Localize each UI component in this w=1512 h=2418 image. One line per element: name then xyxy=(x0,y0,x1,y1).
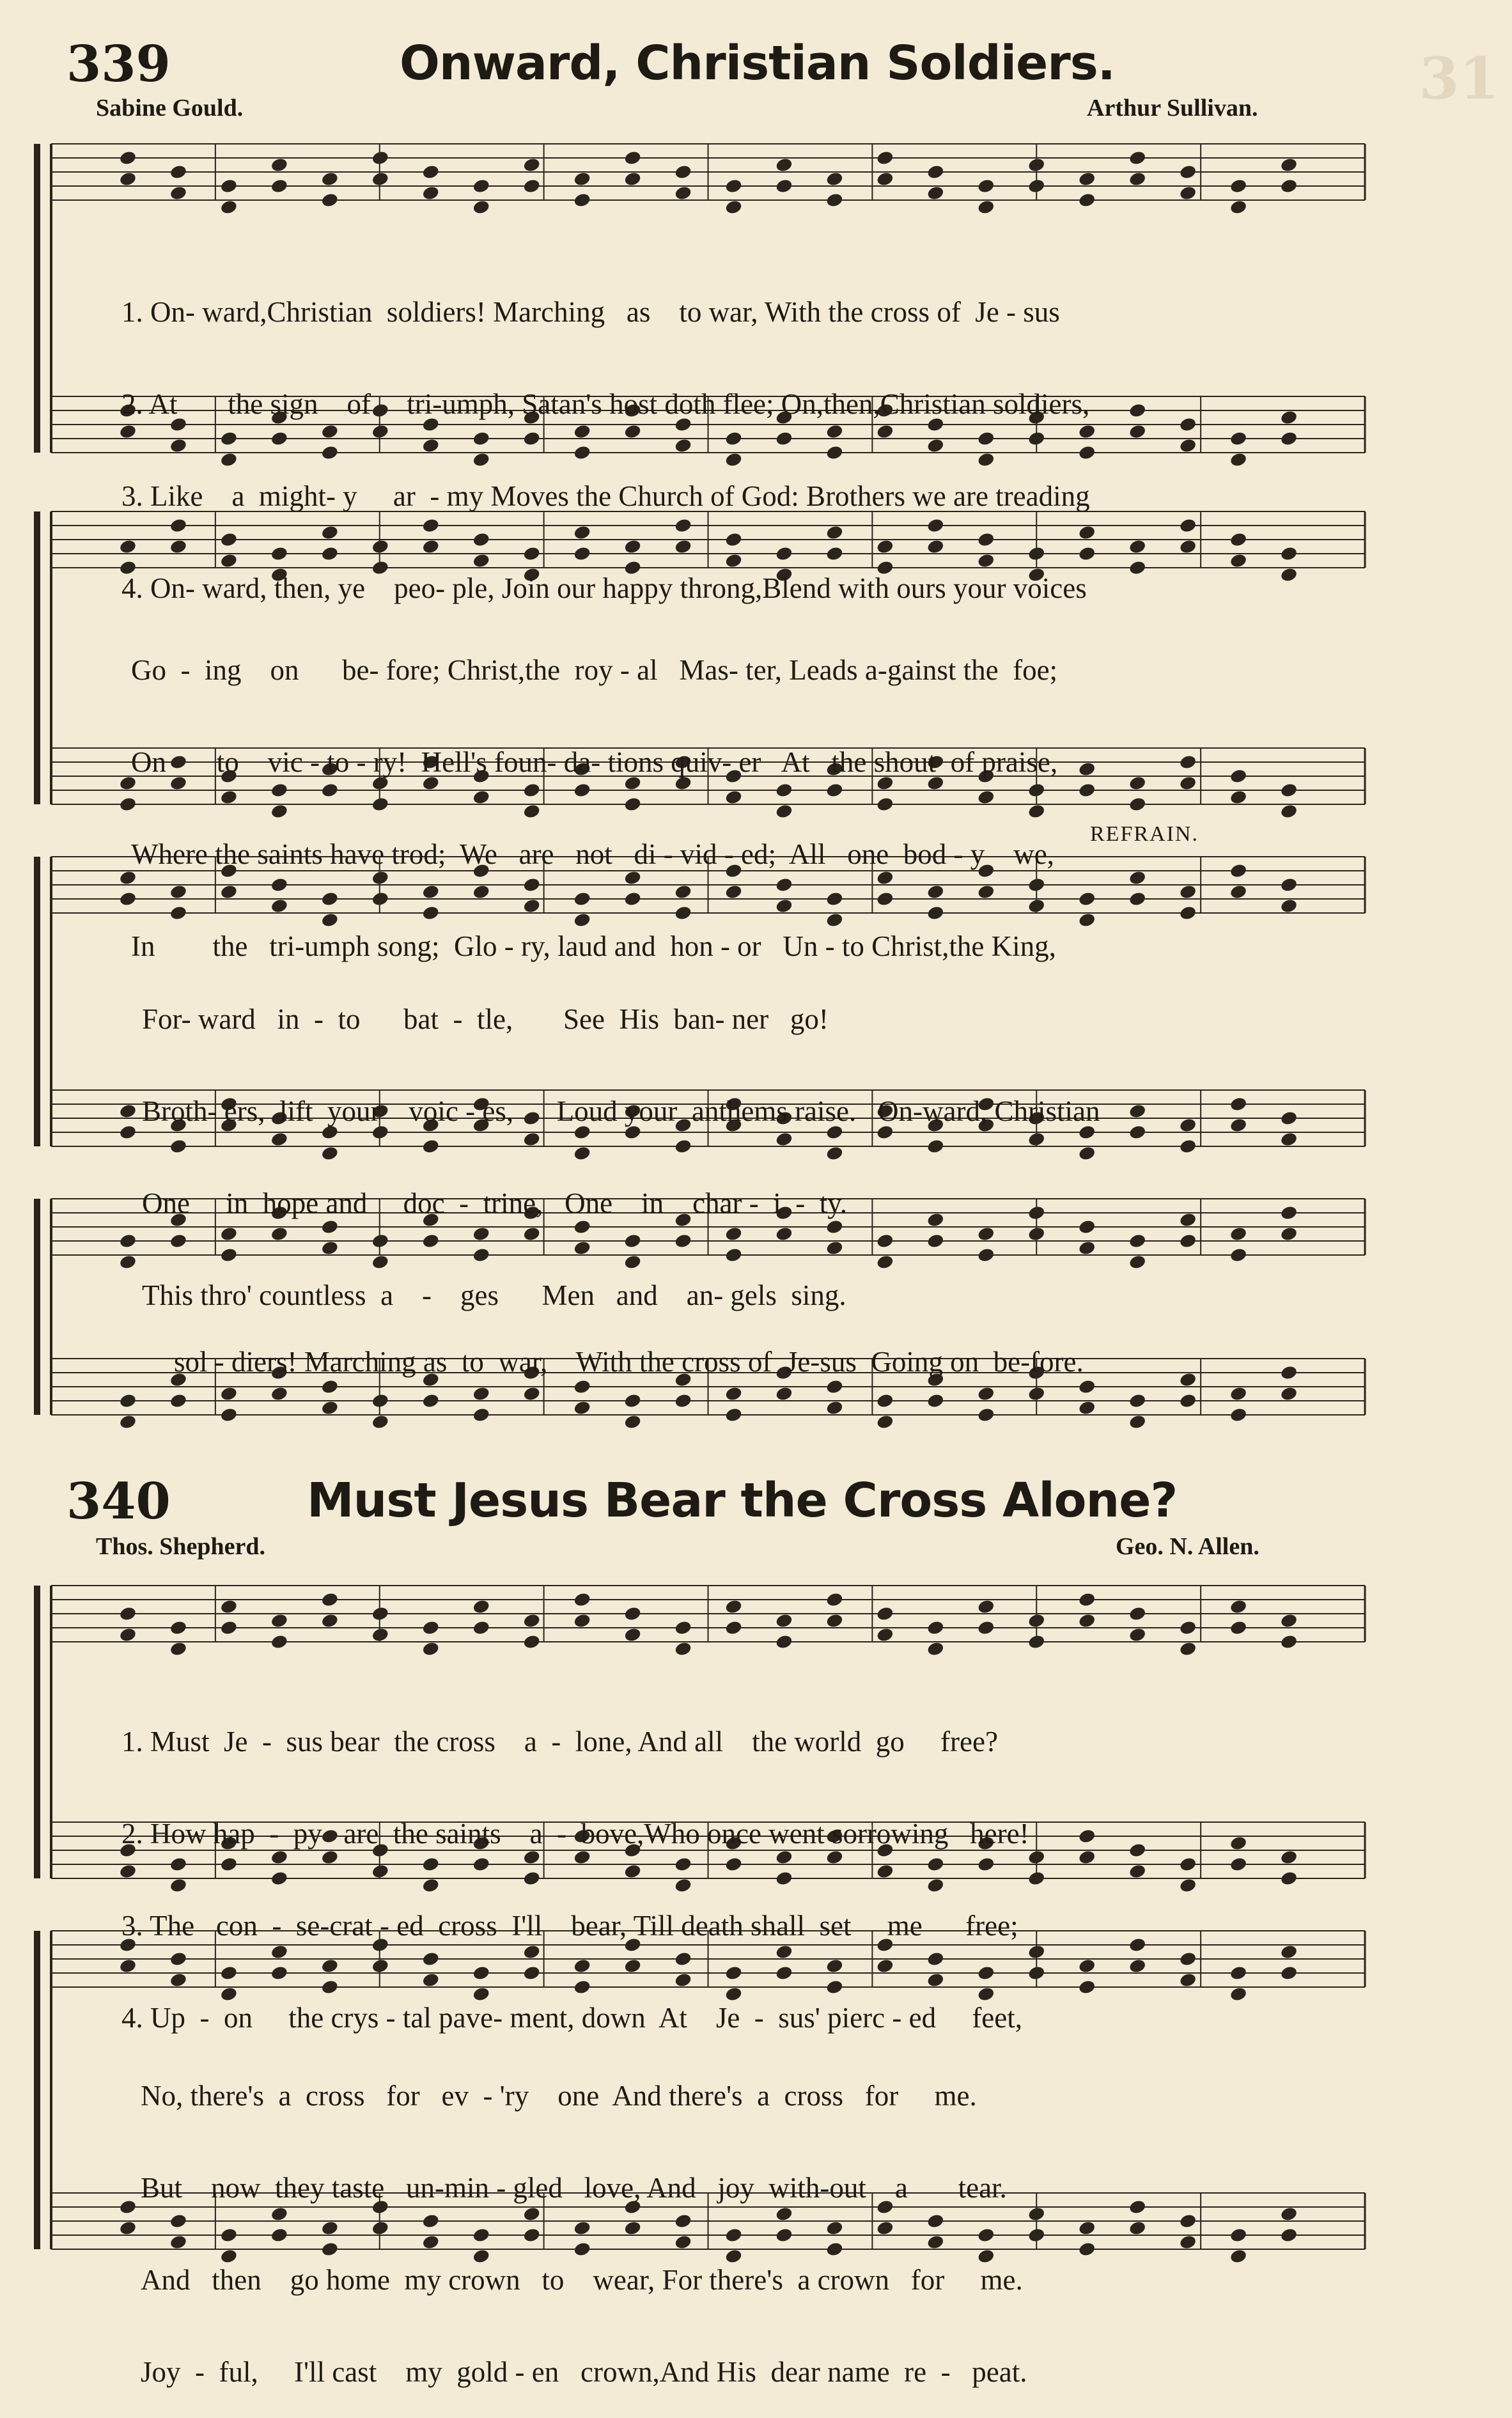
lyric-line: In the tri-umph song; Glo - ry, laud and hon - or Un - to Christ,the King, xyxy=(131,930,1056,962)
lyric-line: 2. At the sign of tri-umph, Satan's host doth flee; On,then,Christian soldiers, xyxy=(121,388,1090,420)
note-head xyxy=(1229,199,1248,215)
note-head xyxy=(623,171,642,187)
note-head xyxy=(220,1407,238,1423)
note-head xyxy=(977,1598,995,1614)
note-head xyxy=(1027,178,1046,194)
note-head xyxy=(371,150,389,166)
note-head xyxy=(472,1619,490,1635)
note-head xyxy=(119,1124,137,1140)
note-head xyxy=(724,1619,743,1635)
note-head xyxy=(1229,1598,1248,1614)
note-head xyxy=(421,164,440,180)
lyric-line: Where the saints have trod; We are not di - vid - ed; All one bod - y we, xyxy=(131,838,1054,870)
note-head xyxy=(270,157,289,173)
note-head xyxy=(421,185,440,201)
note-head xyxy=(977,1619,995,1635)
lyrics-block xyxy=(141,2019,1387,2418)
note-head xyxy=(119,1233,137,1249)
note-head xyxy=(674,185,692,201)
note-head xyxy=(371,1414,389,1430)
lyrics-block xyxy=(142,942,1389,1341)
note-head xyxy=(1078,171,1096,187)
note-head xyxy=(1128,1605,1147,1621)
note-head xyxy=(220,199,238,215)
note-head xyxy=(724,178,743,194)
note-head xyxy=(119,1392,137,1408)
note-head xyxy=(119,1414,137,1430)
note-head xyxy=(876,1626,894,1642)
note-head xyxy=(977,178,995,194)
note-head xyxy=(674,1619,692,1635)
note-head xyxy=(775,1634,793,1650)
note-head xyxy=(724,1407,743,1423)
note-head xyxy=(926,1641,945,1657)
note-head xyxy=(169,1619,188,1635)
note-head xyxy=(522,178,541,194)
note-head xyxy=(1179,1641,1197,1657)
note-head xyxy=(119,1626,137,1642)
note-head xyxy=(1128,1414,1147,1430)
hymn-number: 339 xyxy=(66,35,171,93)
lyric-line: 1. On- ward,Christian soldiers! Marching as to war, With the cross of Je - sus xyxy=(121,296,1060,328)
lyric-line: sol - diers! Marching as to war, With the cross of Je-sus Going on be-fore. xyxy=(174,1346,1084,1378)
lyric-line: 1. Must Je - sus bear the cross a - lone, And all the world go free? xyxy=(121,1726,998,1758)
words-credit: Sabine Gould. xyxy=(96,95,244,121)
lyric-line: This thro' countless a - ges Men and an- gels sing. xyxy=(142,1279,846,1311)
note-head xyxy=(1078,1591,1096,1607)
note-head xyxy=(1128,1626,1147,1642)
note-head xyxy=(1128,171,1147,187)
note-head xyxy=(371,1626,389,1642)
note-head xyxy=(472,178,490,194)
lyric-line: And then go home my crown to wear, For there's a crown for me. xyxy=(141,2264,1023,2296)
note-head xyxy=(775,178,793,194)
note-head xyxy=(1280,178,1298,194)
lyrics-block xyxy=(121,1665,1368,2064)
note-head xyxy=(119,171,137,187)
lyric-line: One in hope and doc - trine, One in char - i - ty. xyxy=(142,1187,848,1219)
hymn-title: Must Jesus Bear the Cross Alone? xyxy=(307,1473,1178,1528)
note-head xyxy=(220,1619,238,1635)
lyrics-block xyxy=(174,1285,1421,1408)
note-head xyxy=(1280,1634,1298,1650)
note-head xyxy=(169,1641,188,1657)
note-head xyxy=(573,171,591,187)
note-head xyxy=(674,1641,692,1657)
note-head xyxy=(119,1103,137,1119)
note-head xyxy=(977,199,995,215)
lyric-line: Broth- ers, lift your voic - es, Loud your anthems raise. On-ward, Christian xyxy=(142,1095,1100,1127)
note-head xyxy=(876,150,894,166)
note-head xyxy=(169,164,188,180)
note-head xyxy=(775,157,793,173)
note-head xyxy=(876,1605,894,1621)
note-head xyxy=(320,192,339,208)
note-head xyxy=(119,1605,137,1621)
note-head xyxy=(220,178,238,194)
note-head xyxy=(1229,1619,1248,1635)
hymn-number: 340 xyxy=(66,1472,171,1531)
lyric-line: On to vic - to - ry! Hell's foun- da- tions quiv- er At the shout of praise, xyxy=(131,746,1058,778)
note-head xyxy=(1280,1612,1298,1628)
note-head xyxy=(573,192,591,208)
note-head xyxy=(320,171,339,187)
note-head xyxy=(573,1591,591,1607)
words-credit: Thos. Shepherd. xyxy=(96,1533,266,1560)
note-head xyxy=(825,1612,844,1628)
note-head xyxy=(876,171,894,187)
bleed-through-number: 31 xyxy=(1419,45,1499,113)
note-head xyxy=(926,185,945,201)
note-head xyxy=(472,199,490,215)
note-head xyxy=(472,1407,490,1423)
lyric-line: 3. The con - se-crat - ed cross I'll bear, Till death shall set me free; xyxy=(121,1910,1018,1942)
lyric-line: 2. How hap - py are the saints a - bove,Who once went sorrowing here! xyxy=(121,1818,1029,1850)
note-head xyxy=(270,1634,289,1650)
lyric-line: For- ward in - to bat - tle, See His ban- ner go! xyxy=(142,1003,829,1035)
lyric-line: 4. Up - on the crys - tal pave- ment, down At Je - sus' pierc - ed feet, xyxy=(121,2002,1022,2034)
note-head xyxy=(220,1598,238,1614)
note-head xyxy=(270,178,289,194)
note-head xyxy=(522,1634,541,1650)
note-head xyxy=(926,164,945,180)
note-head xyxy=(876,1414,894,1430)
lyrics-block xyxy=(131,593,1378,992)
note-head xyxy=(119,1254,137,1270)
note-head xyxy=(522,1612,541,1628)
note-head xyxy=(1128,150,1147,166)
note-head xyxy=(169,185,188,201)
note-head xyxy=(472,1598,490,1614)
note-head xyxy=(623,1605,642,1621)
lyric-line: Go - ing on be- fore; Christ,the roy - al Mas- ter, Leads a-gainst the foe; xyxy=(131,654,1058,686)
music-credit: Arthur Sullivan. xyxy=(1087,95,1258,121)
lyric-line: 4. On- ward, then, ye peo- ple, Join our happy throng,Blend with ours your voices xyxy=(121,572,1087,604)
note-head xyxy=(1179,185,1197,201)
lyric-line: 3. Like a might- y ar - my Moves the Church of God: Brothers we are treading xyxy=(121,480,1090,512)
note-head xyxy=(1027,157,1046,173)
lyric-line: No, there's a cross for ev - 'ry one And there's a cross for me. xyxy=(141,2080,977,2112)
note-head xyxy=(421,1641,440,1657)
note-head xyxy=(1078,1612,1096,1628)
note-head xyxy=(1179,164,1197,180)
note-head xyxy=(623,150,642,166)
note-head xyxy=(522,157,541,173)
music-credit: Geo. N. Allen. xyxy=(1116,1533,1259,1560)
note-head xyxy=(623,1626,642,1642)
refrain-label: REFRAIN. xyxy=(1090,822,1199,846)
note-head xyxy=(1027,1612,1046,1628)
note-head xyxy=(825,171,844,187)
note-head xyxy=(320,1591,339,1607)
note-head xyxy=(320,1612,339,1628)
note-head xyxy=(1280,157,1298,173)
note-head xyxy=(977,1407,995,1423)
lyrics-block xyxy=(121,235,1368,634)
lyric-line: Joy - ful, I'll cast my gold - en crown,And His dear name re - peat. xyxy=(141,2356,1027,2388)
note-head xyxy=(724,1598,743,1614)
note-head xyxy=(674,164,692,180)
note-head xyxy=(371,171,389,187)
note-head xyxy=(119,150,137,166)
note-head xyxy=(1229,178,1248,194)
note-head xyxy=(623,1414,642,1430)
note-head xyxy=(775,1612,793,1628)
note-head xyxy=(1027,1634,1046,1650)
note-head xyxy=(119,2199,137,2215)
note-head xyxy=(825,192,844,208)
hymn-title: Onward, Christian Soldiers. xyxy=(400,36,1115,91)
lyric-line: But now they taste un-min - gled love, And joy with-out a tear. xyxy=(141,2172,1007,2204)
note-head xyxy=(724,199,743,215)
note-head xyxy=(270,1612,289,1628)
note-head xyxy=(1179,1619,1197,1635)
note-head xyxy=(825,1591,844,1607)
note-head xyxy=(371,1605,389,1621)
note-head xyxy=(1229,1407,1248,1423)
note-head xyxy=(119,2220,137,2236)
note-head xyxy=(926,1619,945,1635)
note-head xyxy=(573,1612,591,1628)
note-head xyxy=(1078,192,1096,208)
note-head xyxy=(421,1619,440,1635)
